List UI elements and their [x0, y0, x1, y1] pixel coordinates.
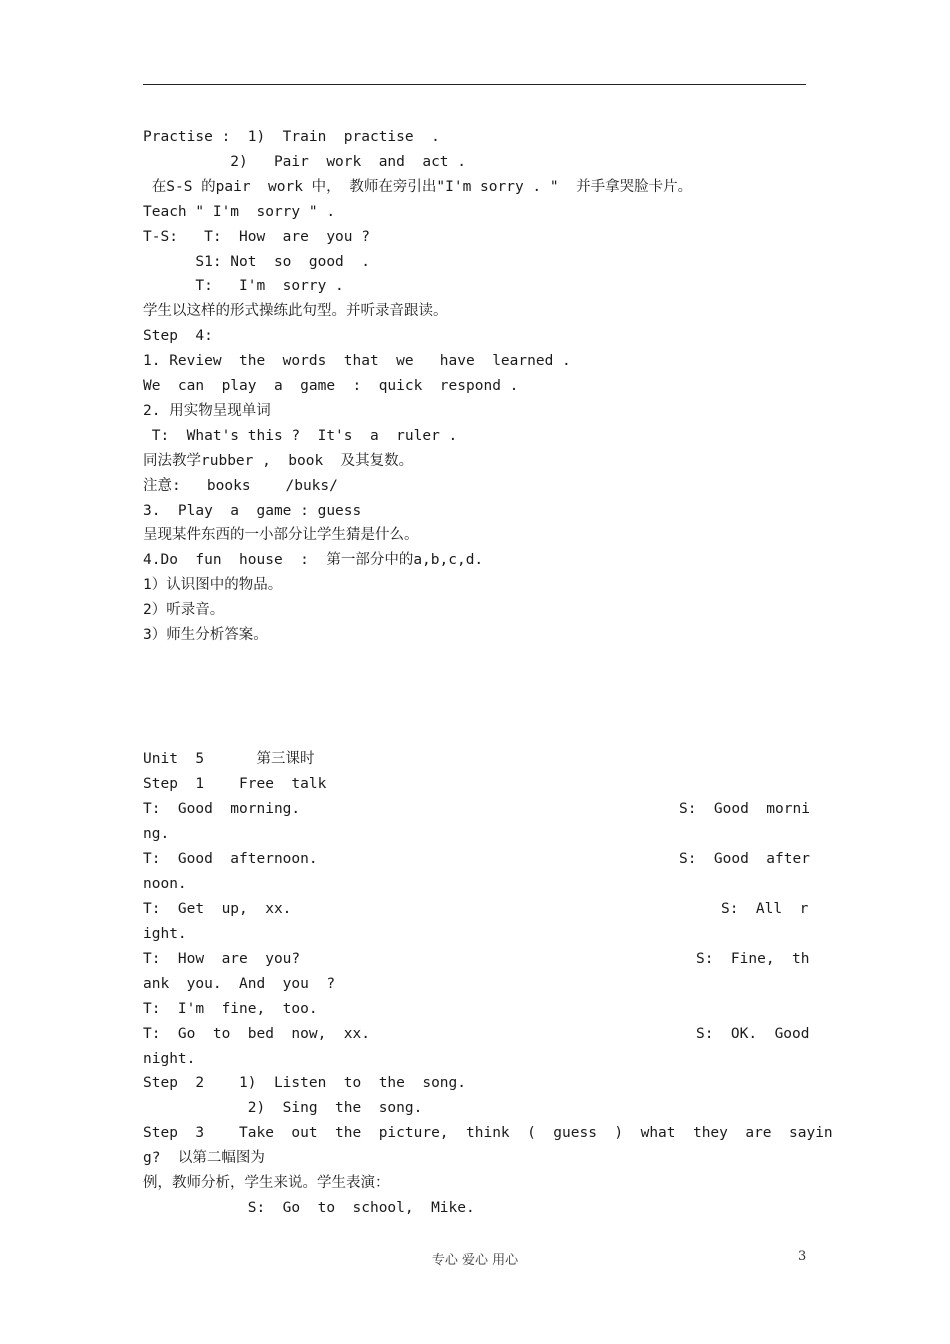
dialogue-student: S: Good morni	[679, 801, 810, 817]
text-line: T: What's this ? It's a ruler .	[143, 428, 458, 444]
text-line: Step 1 Free talk	[143, 776, 327, 792]
text-line: S1: Not so good .	[143, 254, 370, 270]
page-footer: 专心 爱心 用心	[431, 1253, 519, 1268]
dialogue-teacher: T: I'm fine, too.	[143, 1001, 318, 1017]
dialogue-wrap: noon.	[143, 876, 187, 892]
dialogue-wrap: night.	[143, 1051, 196, 1067]
text-line: g? 以第二幅图为	[143, 1150, 265, 1166]
dialogue-teacher: T: Go to bed now, xx.	[143, 1026, 370, 1042]
dialogue-wrap: ank you. And you ?	[143, 976, 336, 992]
text-line: Teach " I'm sorry " .	[143, 204, 336, 220]
dialogue-student: S: OK. Good	[696, 1026, 810, 1042]
text-line: 3. Play a game : guess	[143, 503, 362, 519]
text-line: 呈现某件东西的一小部分让学生猜是什么。	[143, 527, 419, 543]
text-line: We can play a game : quick respond .	[143, 378, 519, 394]
dialogue-wrap: ight.	[143, 926, 187, 942]
text-line: 2) Sing the song.	[143, 1100, 423, 1116]
text-line: 2. 用实物呈现单词	[143, 403, 271, 419]
text-line: 例，教师分析，学生来说。学生表演：	[143, 1175, 390, 1191]
text-line: 1）认识图中的物品。	[143, 577, 283, 593]
text-line: 3）师生分析答案。	[143, 627, 268, 643]
text-line: 2) Pair work and act .	[143, 154, 467, 170]
dialogue-teacher: T: How are you?	[143, 951, 301, 967]
dialogue-student: S: All r	[721, 901, 809, 917]
text-line: Step 2 1) Listen to the song.	[143, 1075, 467, 1091]
unit-heading: Unit 5 第三课时	[143, 751, 315, 767]
dialogue-teacher: T: Good afternoon.	[143, 851, 318, 867]
dialogue-student: S: Fine, th	[696, 951, 810, 967]
text-line: 1. Review the words that we have learned .	[143, 353, 571, 369]
text-line: T: I'm sorry .	[143, 278, 344, 294]
dialogue-wrap: ng.	[143, 826, 170, 842]
dialogue-student: S: Good after	[679, 851, 810, 867]
dialogue-teacher: T: Good morning.	[143, 801, 301, 817]
text-line: 注意: books /buks/	[143, 478, 338, 494]
text-line: 学生以这样的形式操练此句型。并听录音跟读。	[143, 303, 448, 319]
page-number: 3	[798, 1249, 807, 1264]
text-line: Practise : 1) Train practise .	[143, 129, 440, 145]
text-line: 在S-S 的pair work 中， 教师在旁引出"I'm sorry . " 并手拿哭脸卡片。	[143, 179, 693, 195]
text-line: T-S: T: How are you ?	[143, 229, 370, 245]
dialogue-teacher: T: Get up, xx.	[143, 901, 292, 917]
text-line: S: Go to school, Mike.	[143, 1200, 475, 1216]
text-line: Step 4:	[143, 328, 213, 344]
text-line: 同法教学rubber , book 及其复数。	[143, 453, 414, 469]
text-line: 4.Do fun house : 第一部分中的a,b,c,d.	[143, 552, 484, 568]
text-line: Step 3 Take out the picture, think ( guess ) what they are sayin	[143, 1125, 833, 1141]
header-rule	[143, 84, 806, 85]
text-line: 2）听录音。	[143, 602, 225, 618]
